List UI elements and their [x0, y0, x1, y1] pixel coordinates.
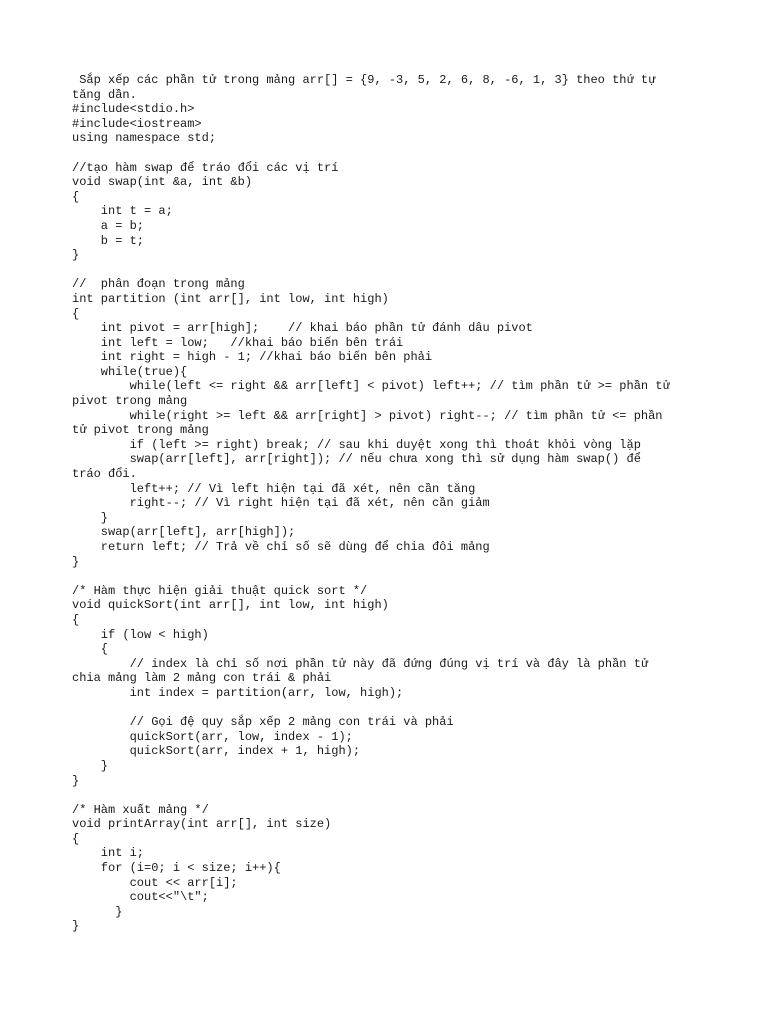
code-line: int index = partition(arr, low, high);: [72, 685, 404, 700]
code-line: }: [72, 773, 80, 788]
code-line: return left; // Trả về chỉ số sẽ dùng để chia đôi mảng: [72, 540, 490, 554]
code-line: /* Hàm thực hiện giải thuật quick sort */: [72, 583, 368, 598]
code-line: tăng dần.: [72, 87, 137, 102]
code-line: int t = a;: [72, 204, 173, 219]
code-line: quickSort(arr, low, index - 1);: [72, 729, 353, 744]
code-line: pivot trong mảng: [72, 394, 188, 409]
code-line: // index là chỉ số nơi phần tử này đã đứng đúng vị trí và đây là phần tử: [72, 656, 649, 671]
code-line: while(true){: [72, 364, 188, 379]
code-line: // phân đoạn trong mảng: [72, 277, 245, 292]
code-line: b = t;: [72, 233, 145, 248]
code-line: {: [72, 189, 80, 204]
code-line: [72, 569, 712, 584]
code-line: left++; // Vì left hiện tại đã xét, nên cần tăng: [72, 481, 476, 496]
code-line: tử pivot trong mảng: [72, 423, 209, 438]
code-line: //tạo hàm swap để tráo đổi các vị trí: [72, 160, 339, 175]
code-line: swap(arr[left], arr[high]);: [72, 525, 296, 540]
code-line: using namespace std;: [72, 131, 217, 146]
code-line: Sắp xếp các phần tử trong mảng arr[] = {9, -3, 5, 2, 6, 8, -6, 1, 3} theo thứ tự: [72, 73, 656, 87]
code-line: }: [72, 758, 109, 773]
code-line: }: [72, 919, 80, 934]
code-line: cout<<"\t";: [72, 890, 209, 905]
code-line: void swap(int &a, int &b): [72, 175, 253, 190]
code-line: [72, 788, 712, 803]
code-line: chia mảng làm 2 mảng con trái & phải: [72, 671, 332, 686]
code-line: a = b;: [72, 218, 145, 233]
code-line: #include<stdio.h>: [72, 102, 195, 117]
code-line: cout << arr[i];: [72, 875, 238, 890]
code-line: void printArray(int arr[], int size): [72, 817, 332, 832]
code-line: }: [72, 904, 123, 919]
code-line: int left = low; //khai báo biến bên trái: [72, 335, 404, 350]
code-line: right--; // Vì right hiện tại đã xét, nên cần giảm: [72, 496, 490, 511]
code-line: {: [72, 612, 80, 627]
code-line: }: [72, 248, 80, 263]
code-line: void quickSort(int arr[], int low, int high): [72, 598, 389, 613]
code-line: // Gọi đệ quy sắp xếp 2 mảng con trái và phải: [72, 715, 454, 730]
code-line: #include<iostream>: [72, 116, 202, 131]
code-line: int right = high - 1; //khai báo biến bên phải: [72, 350, 433, 365]
code-line: /* Hàm xuất mảng */: [72, 802, 209, 817]
code-line: if (low < high): [72, 627, 209, 642]
code-line: for (i=0; i < size; i++){: [72, 861, 281, 876]
code-line: tráo đổi.: [72, 467, 137, 482]
code-line: [72, 146, 712, 161]
code-line: {: [72, 306, 80, 321]
code-line: while(right >= left && arr[right] > pivot) right--; // tìm phần tử <= phần: [72, 408, 663, 423]
code-line: quickSort(arr, index + 1, high);: [72, 744, 361, 759]
code-line: [72, 701, 712, 716]
code-line: int partition (int arr[], int low, int high): [72, 291, 389, 306]
code-line: [72, 263, 712, 278]
code-line: {: [72, 831, 80, 846]
code-line: if (left >= right) break; // sau khi duyệt xong thì thoát khỏi vòng lặp: [72, 437, 641, 452]
code-line: }: [72, 554, 80, 569]
code-line: int i;: [72, 846, 145, 861]
code-line: int pivot = arr[high]; // khai báo phần tử đánh dâu pivot: [72, 321, 533, 336]
code-line: while(left <= right && arr[left] < pivot) left++; // tìm phần tử >= phần tử: [72, 379, 670, 394]
code-line: swap(arr[left], arr[right]); // nếu chưa xong thì sử dụng hàm swap() để: [72, 452, 641, 467]
code-listing: [72, 73, 712, 934]
code-line: {: [72, 642, 109, 657]
code-line: }: [72, 510, 109, 525]
